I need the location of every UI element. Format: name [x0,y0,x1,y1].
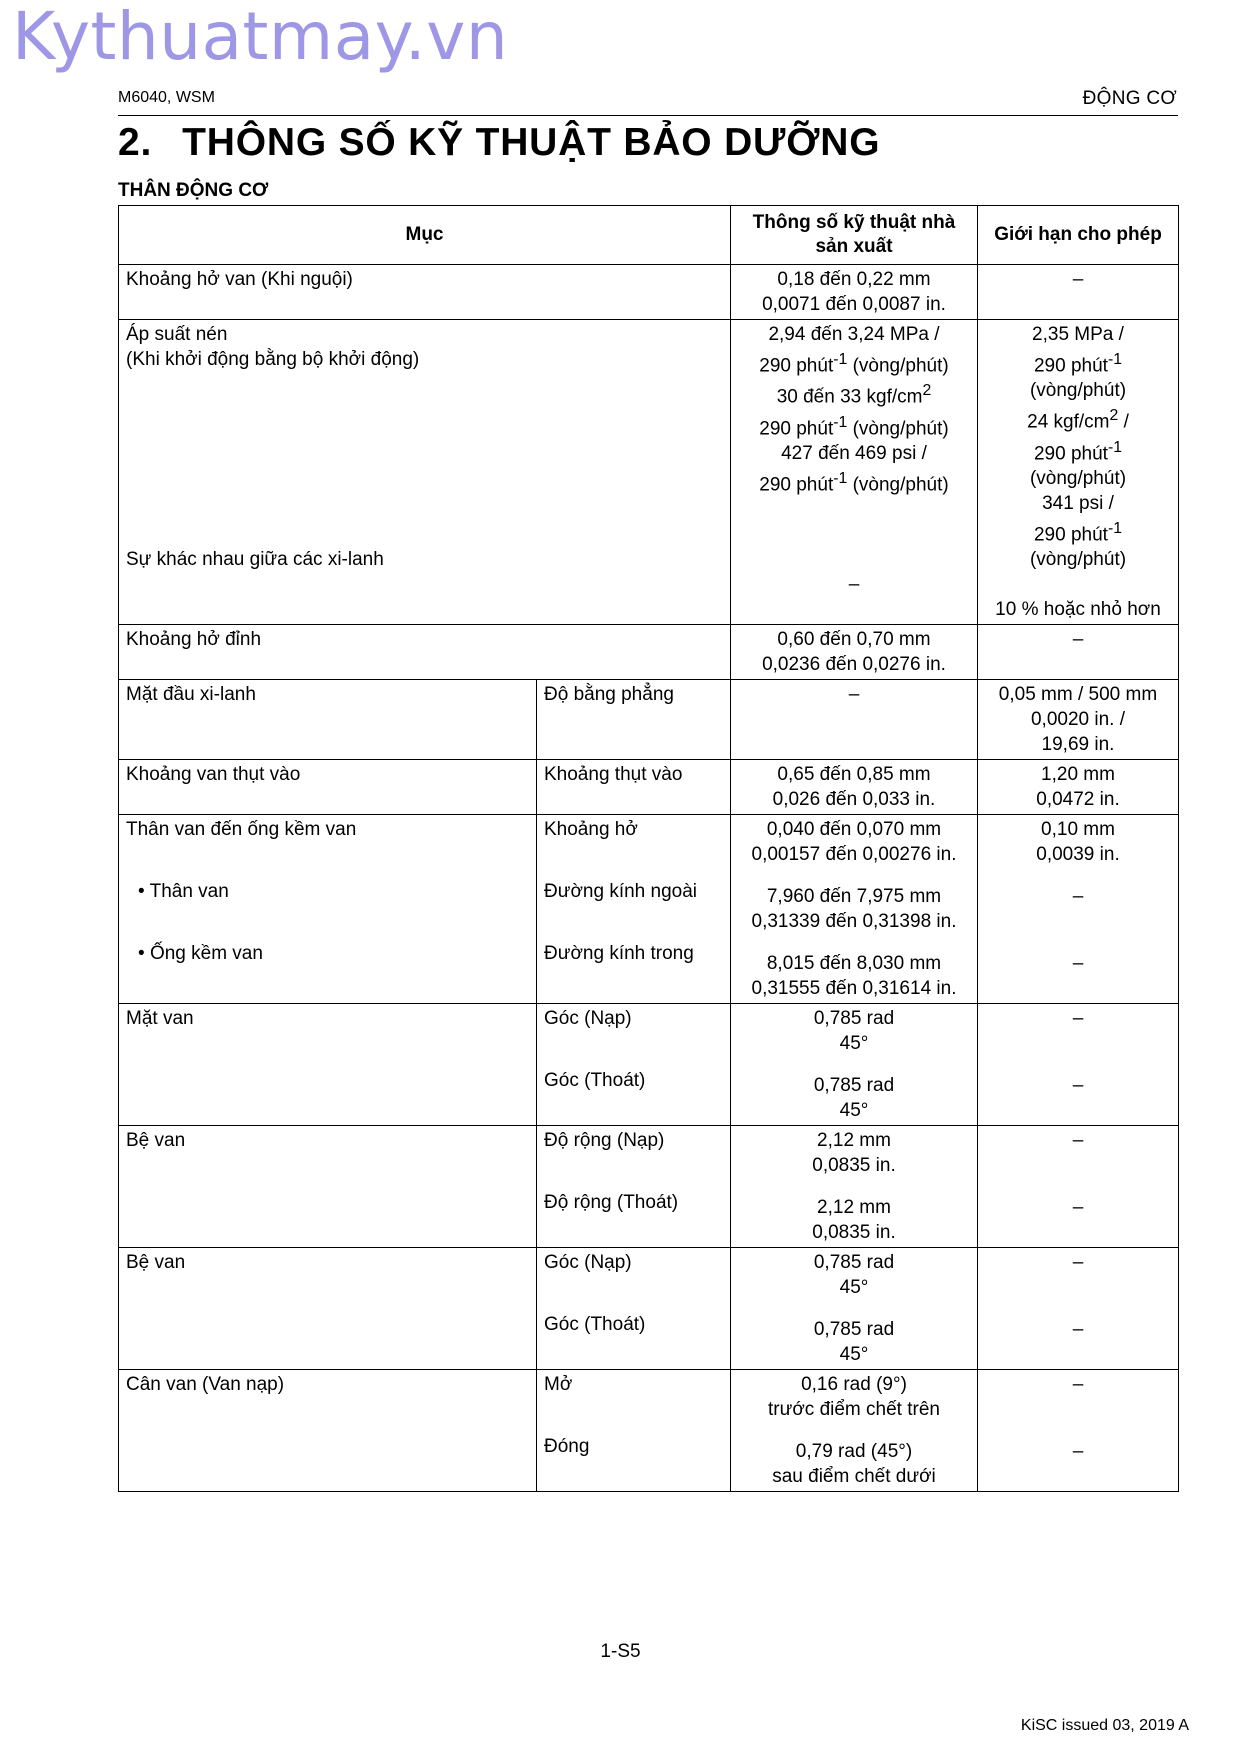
limit-line: 341 psi / [1042,492,1114,514]
table-row [119,320,1179,625]
table-row [119,680,1179,760]
table-row [119,1004,1179,1126]
limit-line: – [1072,1130,1084,1152]
cell-spec [731,1370,978,1492]
cell-item [119,320,731,625]
cell-limit [978,320,1179,625]
spec-line: 0,60 đến 0,70 mm [777,629,931,651]
spec-line: 427 đến 469 psi / [781,442,927,464]
cell-item: Bệ van [119,1248,537,1370]
table-row [119,1248,1179,1370]
cell-spec: – [731,680,978,760]
cell-spec [731,760,978,815]
spec-table [118,205,1179,1492]
cell-limit [978,680,1179,760]
sub-line: Đường kính ngoài [544,881,697,903]
item-line: (Khi khởi động bằng bộ khởi động) [126,349,420,370]
cell-item: Mặt van [119,1004,537,1126]
limit-line: – [1072,1252,1084,1274]
limit-line: 0,05 mm / 500 mm [998,684,1158,706]
spec-line: trước điểm chết trên [768,1399,940,1421]
cell-spec [731,320,978,625]
page-number: 1-S5 [600,1641,641,1662]
cell-spec [731,1004,978,1126]
sub-line: Đường kính trong [544,943,694,965]
item-line: Thân van đến ống kềm van [126,819,357,841]
cell-sub [537,1370,731,1492]
spec-line: 0,0835 in. [812,1155,896,1177]
table-row [119,1126,1179,1248]
limit-line: 0,0472 in. [1036,789,1120,811]
header-item: Mục [119,206,731,265]
spec-line: 0,65 đến 0,85 mm [777,764,931,786]
limit-line: – [1072,1441,1084,1463]
spec-line: 0,16 rad (9°) [801,1374,907,1396]
spec-line: 0,026 đến 0,033 in. [772,789,936,811]
limit-line: – [1072,1197,1084,1219]
cell-limit: – [978,265,1179,320]
sub-line: Khoảng hở [544,819,638,841]
limit-line: 19,69 in. [1041,734,1115,756]
item-line: Sự khác nhau giữa các xi-lanh [126,549,384,570]
limit-line: – [1072,1319,1084,1341]
spec-line: 45° [839,1100,869,1122]
spec-line: 2,12 mm [817,1197,891,1219]
spec-line: 0,31339 đến 0,31398 in. [751,911,957,933]
spec-line: 0,040 đến 0,070 mm [766,819,942,841]
title-number: 2. [118,121,153,164]
page-title [118,121,880,165]
cell-limit [978,815,1179,1004]
cell-limit: – [978,625,1179,680]
table-header-row [119,206,1179,265]
sub-line: Độ rộng (Thoát) [544,1192,679,1214]
spec-line: 290 phút$^{-1}$ (vòng/phút) [759,351,949,377]
section-subtitle: THÂN ĐỘNG CƠ [118,180,269,201]
limit-line: – [1072,953,1084,975]
spec-line: 45° [839,1277,869,1299]
limit-line: (vòng/phút) [1029,467,1127,489]
watermark-logo: Kythuatmay.vn [12,0,509,75]
sub-line: Góc (Thoát) [544,1070,646,1092]
cell-item: Khoảng van thụt vào [119,760,537,815]
sub-line: Góc (Thoát) [544,1314,646,1336]
cell-spec [731,1126,978,1248]
spec-line: 0,785 rad [813,1252,895,1274]
limit-line: 290 phút$^{-1}$ [1033,351,1123,377]
limit-line: – [1072,1374,1084,1396]
spec-line: 0,31555 đến 0,31614 in. [751,978,957,1000]
spec-line: 45° [839,1033,869,1055]
header-rule [118,115,1178,116]
limit-line: 1,20 mm [1041,764,1115,786]
sub-line: Mở [544,1374,573,1396]
cell-limit [978,760,1179,815]
spec-line: 290 phút$^{-1}$ (vòng/phút) [759,413,949,439]
limit-line: – [1072,1075,1084,1097]
cell-spec [731,625,978,680]
item-line: Áp suất nén [126,324,228,345]
limit-line: 0,10 mm [1041,819,1115,841]
spec-line: 2,12 mm [817,1130,891,1152]
cell-spec [731,265,978,320]
cell-spec [731,815,978,1004]
header-spec: Thông số kỹ thuật nhà sản xuất [731,206,978,265]
cell-sub [537,1004,731,1126]
spec-line: 8,015 đến 8,030 mm [766,953,942,975]
sub-line: Đóng [544,1436,590,1458]
issue-note: KiSC issued 03, 2019 A [1020,1717,1189,1734]
sub-line: Góc (Nạp) [544,1008,632,1030]
sub-line: Độ rộng (Nạp) [544,1130,665,1152]
cell-limit [978,1004,1179,1126]
spec-line: 0,0236 đến 0,0276 in. [762,654,946,676]
limit-line: 0,0039 in. [1036,844,1120,866]
spec-line: 0,0071 đến 0,0087 in. [762,294,946,315]
cell-limit [978,1248,1179,1370]
cell-sub [537,815,731,1004]
cell-item: Cân van (Van nạp) [119,1370,537,1492]
spec-line: 0,0835 in. [812,1222,896,1244]
limit-line: – [1072,1008,1084,1030]
spec-line: 30 đến 33 kgf/$cm^2$ [776,382,932,408]
table-row [119,815,1179,1004]
item-bullet: • Ống kềm van [126,941,529,966]
cell-limit [978,1126,1179,1248]
sub-line: Góc (Nạp) [544,1252,632,1274]
header-limit: Giới hạn cho phép [978,206,1179,265]
table-row [119,760,1179,815]
table-row [119,625,1179,680]
spec-line: 0,785 rad [813,1319,895,1341]
spec-line: – [848,574,860,596]
cell-spec [731,1248,978,1370]
limit-line: 10 % hoặc nhỏ hơn [995,599,1161,621]
cell-sub [537,1248,731,1370]
spec-line: 0,00157 đến 0,00276 in. [751,844,957,866]
cell-item: Bệ van [119,1126,537,1248]
limit-line: (vòng/phút) [1029,549,1127,571]
cell-item: Mặt đầu xi-lanh [119,680,537,760]
cell-item: Khoảng hở van (Khi nguội) [119,265,731,320]
header-model: M6040, WSM [118,89,215,106]
limit-line: 290 phút$^{-1}$ [1033,438,1123,464]
cell-sub: Khoảng thụt vào [537,760,731,815]
item-bullet: • Thân van [126,879,529,904]
limit-line: 24 kgf/$cm^2$ / [1027,407,1129,433]
table-row [119,1370,1179,1492]
spec-line: 7,960 đến 7,975 mm [766,886,942,908]
limit-line: – [1072,886,1084,908]
cell-item [119,815,537,1004]
limit-line: 0,0020 in. / [1030,709,1126,731]
limit-line: 290 phút$^{-1}$ [1033,519,1123,546]
spec-line: 290 phút$^{-1}$ (vòng/phút) [759,469,949,496]
spec-line: 0,79 rad (45°) [795,1441,913,1463]
limit-line: (vòng/phút) [1029,380,1127,402]
table-row [119,265,1179,320]
cell-sub [537,1126,731,1248]
cell-sub: Độ bằng phẳng [537,680,731,760]
spec-line: sau điểm chết dưới [772,1466,936,1488]
header-section: ĐỘNG CƠ [1082,88,1177,109]
cell-item: Khoảng hở đỉnh [119,625,731,680]
spec-line: 0,18 đến 0,22 mm [777,269,931,290]
spec-line: 45° [839,1344,869,1366]
cell-limit [978,1370,1179,1492]
limit-line: 2,35 MPa / [1032,324,1124,345]
spec-line: 0,785 rad [813,1075,895,1097]
spec-line: 0,785 rad [813,1008,895,1030]
title-text: THÔNG SỐ KỸ THUẬT BẢO DƯỠNG [182,121,881,164]
spec-line: 2,94 đến 3,24 MPa / [768,324,940,345]
